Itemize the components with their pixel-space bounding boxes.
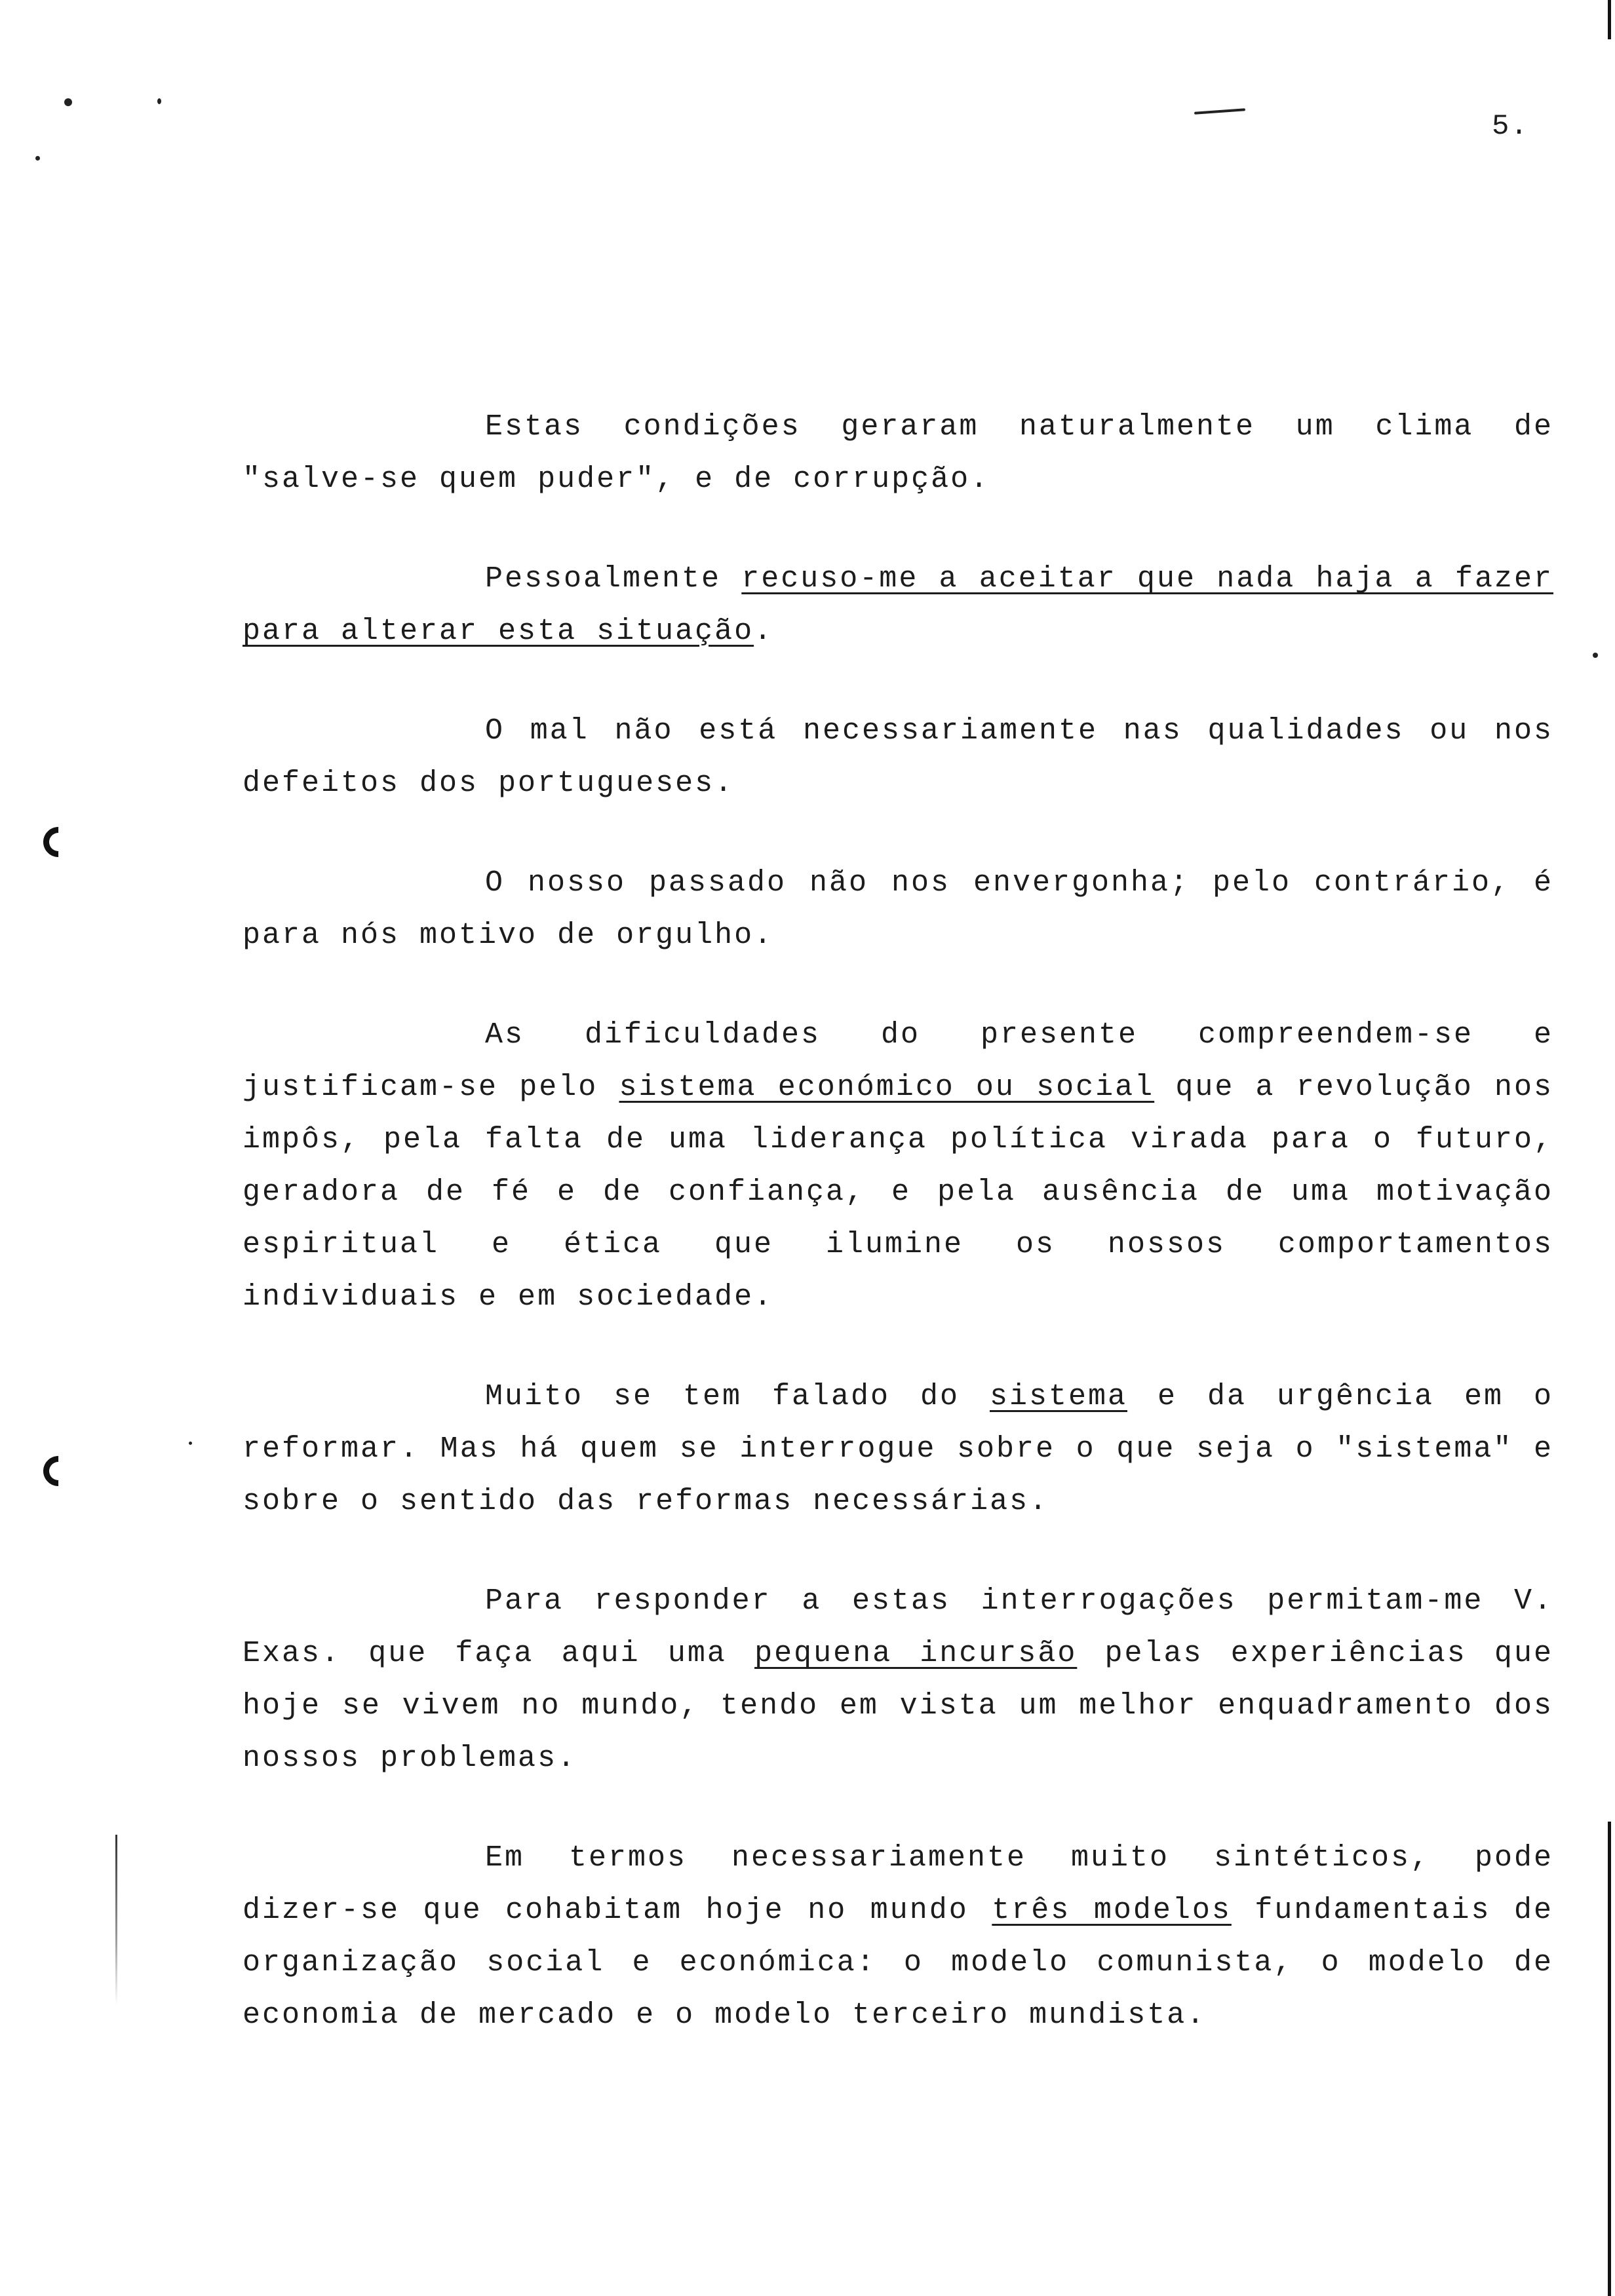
- page-number: 5.: [1492, 110, 1529, 143]
- text-segment: Em termos necessariamente muito sintéticos, pode dizer-se que cohabitam hoje no mundo: [243, 1841, 1553, 1927]
- underlined-text: recuso-me a aceitar que nada haja a fazer para alterar esta situação: [243, 562, 1553, 648]
- text-segment: Pessoalmente: [485, 562, 742, 596]
- margin-mark: [115, 1835, 117, 2005]
- paragraph: [243, 1371, 1553, 1528]
- underlined-text: sistema económico ou social: [619, 1071, 1155, 1104]
- text-segment: fundamentais de organização social e económica: o modelo comunista, o modelo de economia de mercado e o modelo terceiro mundista.: [243, 1894, 1553, 2032]
- text-segment: e da urgência em o reformar. Mas há quem se interrogue sobre o que seja o "sistema" e sobre o sentido das reformas necessárias.: [243, 1380, 1553, 1518]
- text-segment: que a revolução nos impôs, pela falta de uma liderança política virada para o futuro, geradora de fé e de confiança, e pela ausência de uma motivação espiritual e ética que ilumine os nossos comportamentos individuais e em sociedade.: [243, 1071, 1553, 1314]
- text-segment: Para responder a estas interrogações permitam-me V. Exas. que faça aqui uma: [243, 1584, 1553, 1670]
- paragraph: [243, 1832, 1553, 2042]
- pen-stroke-mark: [1194, 108, 1245, 114]
- text-segment: pelas experiências que hoje se vivem no mundo, tendo em vista um melhor enquadramento dos nossos problemas.: [243, 1637, 1553, 1775]
- scan-speck: [157, 98, 161, 104]
- paragraph: [243, 1575, 1553, 1785]
- underlined-text: três modelos: [992, 1894, 1232, 1927]
- text-segment: .: [754, 615, 774, 648]
- binding-hole-mark: [37, 820, 79, 863]
- paragraph: [243, 1009, 1553, 1324]
- page-edge-shadow: [1608, 1822, 1611, 2296]
- scan-speck: [189, 1442, 192, 1445]
- scan-speck: [64, 98, 72, 106]
- document-body: [243, 401, 1553, 2089]
- text-segment: Estas condições geraram naturalmente um clima de "salve-se quem puder", e de corrupção.: [243, 410, 1553, 496]
- scan-speck: [1593, 653, 1598, 658]
- text-segment: As dificuldades do presente compreendem-se e justificam-se pelo: [243, 1018, 1553, 1104]
- paragraph: [243, 553, 1553, 658]
- paragraph: [243, 857, 1553, 962]
- text-segment: O nosso passado não nos envergonha; pelo contrário, é para nós motivo de orgulho.: [243, 866, 1553, 952]
- binding-hole-mark: [37, 1449, 79, 1492]
- text-segment: O mal não está necessariamente nas qualidades ou nos defeitos dos portugueses.: [243, 714, 1553, 800]
- scan-speck: [35, 156, 40, 161]
- text-segment: Muito se tem falado do: [485, 1380, 990, 1413]
- underlined-text: pequena incursão: [754, 1637, 1078, 1670]
- underlined-text: sistema: [989, 1380, 1128, 1413]
- page-edge-shadow: [1608, 0, 1611, 39]
- paragraph: [243, 705, 1553, 810]
- paragraph: [243, 401, 1553, 506]
